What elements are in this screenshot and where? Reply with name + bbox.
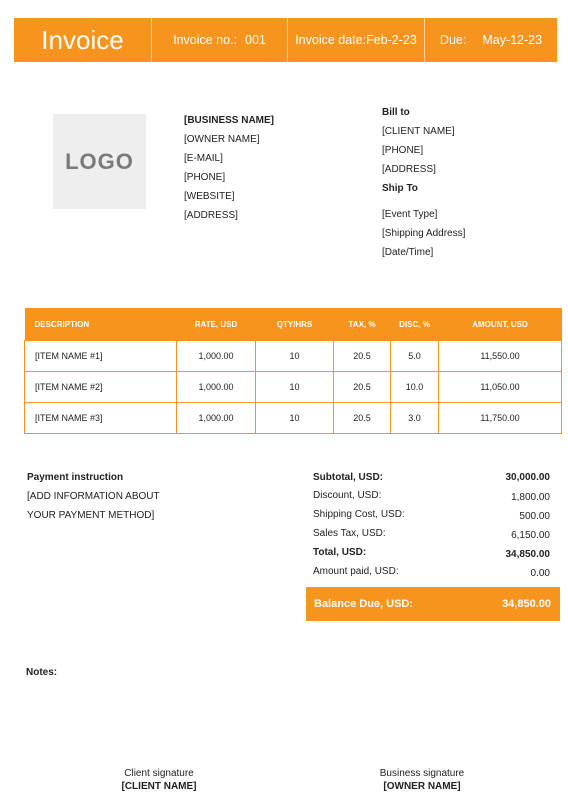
item-qty: 10 (256, 372, 334, 403)
business-website: [WEBSITE] (184, 191, 235, 202)
item-amount: 11,750.00 (439, 403, 562, 434)
invoice-header (14, 18, 557, 62)
item-qty: 10 (256, 403, 334, 434)
invoice-date (288, 18, 425, 62)
item-tax: 20.5 (334, 341, 391, 372)
invoice-date-label: Invoice date: (295, 33, 367, 47)
discount-label: Discount, USD: (313, 490, 382, 501)
shipping-address: [Shipping Address] (382, 228, 466, 239)
item-tax: 20.5 (334, 372, 391, 403)
bill-to (382, 103, 455, 198)
payment-line-2: YOUR PAYMENT METHOD] (27, 510, 155, 521)
item-rate: 1,000.00 (177, 341, 256, 372)
item-description: [ITEM NAME #1] (25, 341, 177, 372)
due-date-label: Due: (439, 33, 467, 47)
business-address: [ADDRESS] (184, 210, 238, 221)
balance-due-value: 34,850.00 (502, 598, 551, 610)
col-amount: AMOUNT, USD (439, 308, 562, 341)
table-row (25, 403, 562, 434)
item-disc: 5.0 (391, 341, 439, 372)
logo-placeholder: LOGO (53, 114, 146, 209)
client-signature-label: Client signature (124, 768, 194, 779)
ship-to-title: Ship To (382, 183, 418, 194)
total-value: 34,850.00 (505, 549, 550, 560)
col-disc: DISC, % (391, 308, 439, 341)
table-row (25, 372, 562, 403)
ship-datetime: [Date/Time] (382, 247, 434, 258)
item-description: [ITEM NAME #2] (25, 372, 177, 403)
invoice-date-value: Feb-2-23 (366, 33, 417, 47)
invoice-number (152, 18, 288, 62)
business-signature-label: Business signature (379, 768, 465, 779)
col-tax: TAX, % (334, 308, 391, 341)
business-name: [BUSINESS NAME] (184, 115, 275, 126)
event-type: [Event Type] (382, 209, 438, 220)
client-signature (79, 767, 239, 793)
ship-to (382, 205, 465, 262)
business-info (184, 111, 274, 225)
item-amount: 11,550.00 (439, 341, 562, 372)
item-amount: 11,050.00 (439, 372, 562, 403)
business-signature (342, 767, 502, 793)
amount-paid-label: Amount paid, USD: (313, 566, 399, 577)
items-table (24, 308, 562, 434)
shipping-value: 500.00 (519, 511, 550, 522)
table-row (25, 341, 562, 372)
subtotal-value: 30,000.00 (505, 472, 550, 483)
client-name: [CLIENT NAME] (382, 126, 455, 137)
payment-instruction (27, 468, 160, 525)
tax-value: 6,150.00 (511, 530, 550, 541)
business-signature-name: [OWNER NAME] (383, 781, 461, 792)
client-phone: [PHONE] (382, 145, 424, 156)
item-rate: 1,000.00 (177, 403, 256, 434)
invoice-number-label: Invoice no.: (173, 33, 238, 47)
item-description: [ITEM NAME #3] (25, 403, 177, 434)
invoice-number-value: 001 (245, 33, 266, 47)
due-date (425, 18, 557, 62)
client-signature-name: [CLIENT NAME] (121, 781, 197, 792)
notes-label: Notes: (26, 667, 58, 678)
payment-line-1: [ADD INFORMATION ABOUT (27, 491, 160, 502)
item-disc: 3.0 (391, 403, 439, 434)
item-qty: 10 (256, 341, 334, 372)
item-tax: 20.5 (334, 403, 391, 434)
item-disc: 10.0 (391, 372, 439, 403)
amount-paid-value: 0.00 (530, 568, 550, 579)
col-qty: QTY/HRS (256, 308, 334, 341)
business-phone: [PHONE] (184, 172, 226, 183)
shipping-label: Shipping Cost, USD: (313, 509, 405, 520)
item-rate: 1,000.00 (177, 372, 256, 403)
col-rate: RATE, USD (177, 308, 256, 341)
payment-title: Payment instruction (27, 472, 124, 483)
business-email: [E-MAIL] (184, 153, 223, 164)
balance-due-label: Balance Due, USD: (314, 598, 414, 610)
bill-to-title: Bill to (382, 107, 410, 118)
balance-due-box (306, 587, 560, 621)
due-date-value: May-12-23 (482, 33, 543, 47)
invoice-title: Invoice (14, 18, 152, 62)
col-description: DESCRIPTION (25, 308, 177, 341)
client-address: [ADDRESS] (382, 164, 436, 175)
total-label: Total, USD: (313, 547, 367, 558)
subtotal-label: Subtotal, USD: (313, 472, 383, 483)
discount-value: 1,800.00 (511, 492, 550, 503)
table-header-row (25, 308, 562, 341)
tax-label: Sales Tax, USD: (313, 528, 386, 539)
owner-name: [OWNER NAME] (184, 134, 260, 145)
